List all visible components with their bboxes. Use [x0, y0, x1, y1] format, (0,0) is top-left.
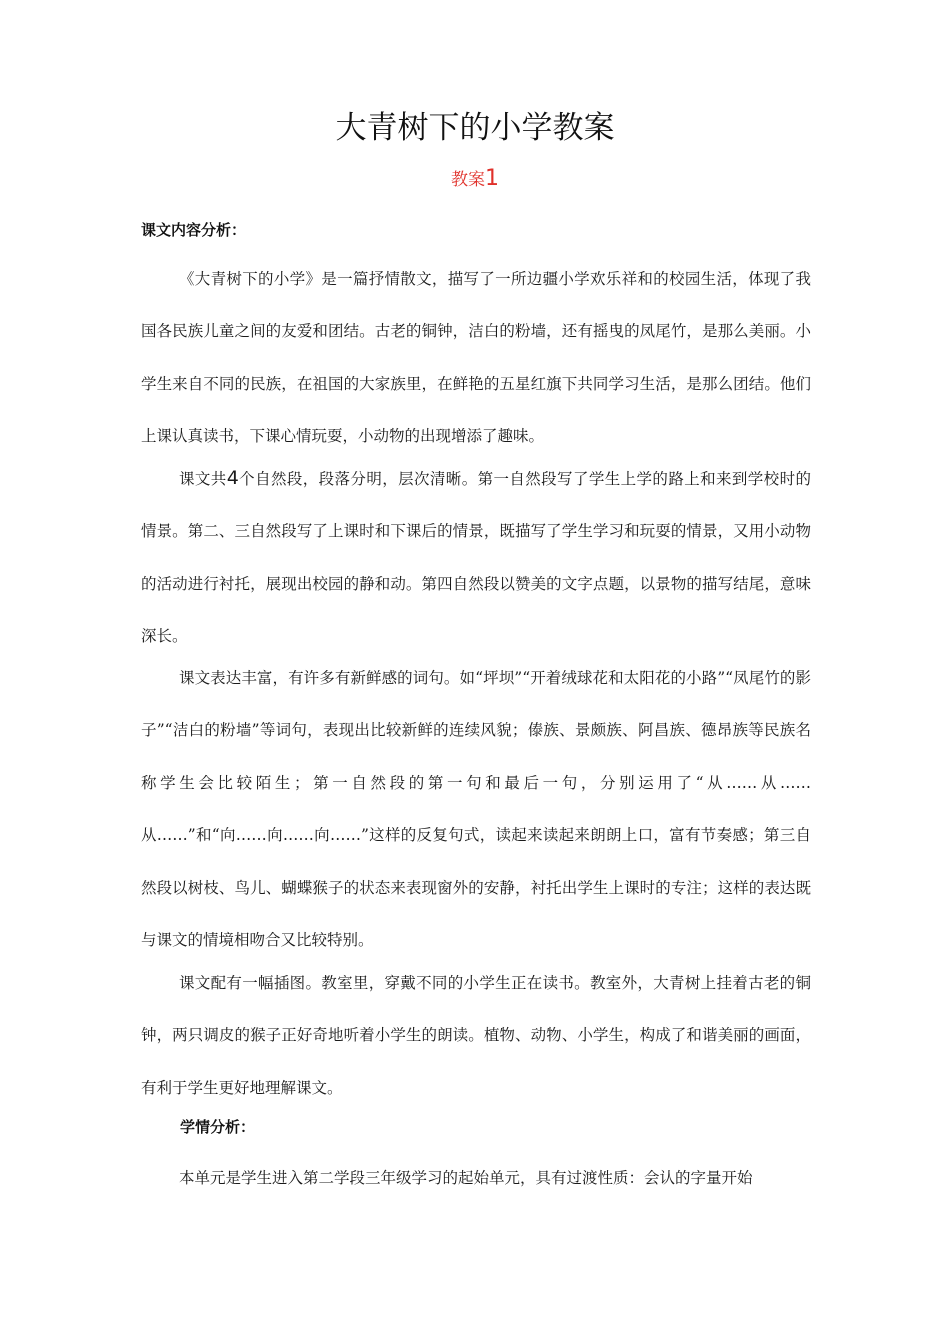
- paragraph-count-number: 4: [226, 467, 239, 489]
- section-heading-learner-analysis: 学情分析：: [180, 1118, 256, 1136]
- paragraph: 本单元是学生进入第二学段三年级学习的起始单元，具有过渡性质：会认的字量开始: [179, 1169, 753, 1187]
- paragraph: 《大青树下的小学》是一篇抒情散文，描写了一所边疆小学欢乐祥和的校园生活，体现了我国各民族儿童之间的友爱和团结。古老的铜钟，洁白的粉墙，还有摇曳的凤尾竹，是那么美丽。小学生来自不同的民族，在祖国的大家族里，在鲜艳的五星红旗下共同学习生活，是那么团结。他们上课认真读书，下课心情玩耍，小动物的出现增添了趣味。: [141, 270, 811, 446]
- paragraph-text: 个自然段，段落分明，层次清晰。第一自然段写了学生上学的路上和来到学校时的情景。第二、三自然段写了上课时和下课后的情景，既描写了学生学习和玩耍的情景，又用小动物的活动进行衬托，展现出校园的静和动。第四自然段以赞美的文字点题，以景物的描写结尾，意味深长。: [141, 470, 811, 646]
- paragraph: 课文配有一幅插图。教室里，穿戴不同的小学生正在读书。教室外，大青树上挂着古老的铜钟，两只调皮的猴子正好奇地听着小学生的朗读。植物、动物、小学生，构成了和谐美丽的画面，有利于学生更好地理解课文。: [141, 974, 811, 1097]
- subtitle-text: 教案: [451, 170, 485, 190]
- document-title: 大青树下的小学教案: [335, 110, 615, 146]
- paragraph: [141, 452, 811, 663]
- paragraph-text: 课文共: [179, 470, 227, 488]
- document-subtitle: [0, 166, 950, 193]
- subtitle-number: 1: [485, 166, 499, 191]
- paragraph: 课文表达丰富，有许多有新鲜感的词句。如“坪坝”“开着绒球花和太阳花的小路”“凤尾竹的影子”“洁白的粉墙”等词句，表现出比较新鲜的连续风貌；傣族、景颇族、阿昌族、德昂族等民族名称学生会比较陌生；第一自然段的第一句和最后一句，分别运用了“从……从……从……”和“向……向……向……”这样的反复句式，读起来读起来朗朗上口，富有节奏感；第三自然段以树枝、鸟儿、蝴蝶猴子的状态来表现窗外的安静，衬托出学生上课时的专注；这样的表达既与课文的情境相吻合又比较特别。: [141, 669, 811, 950]
- section-heading-content-analysis: 课文内容分析：: [141, 221, 247, 239]
